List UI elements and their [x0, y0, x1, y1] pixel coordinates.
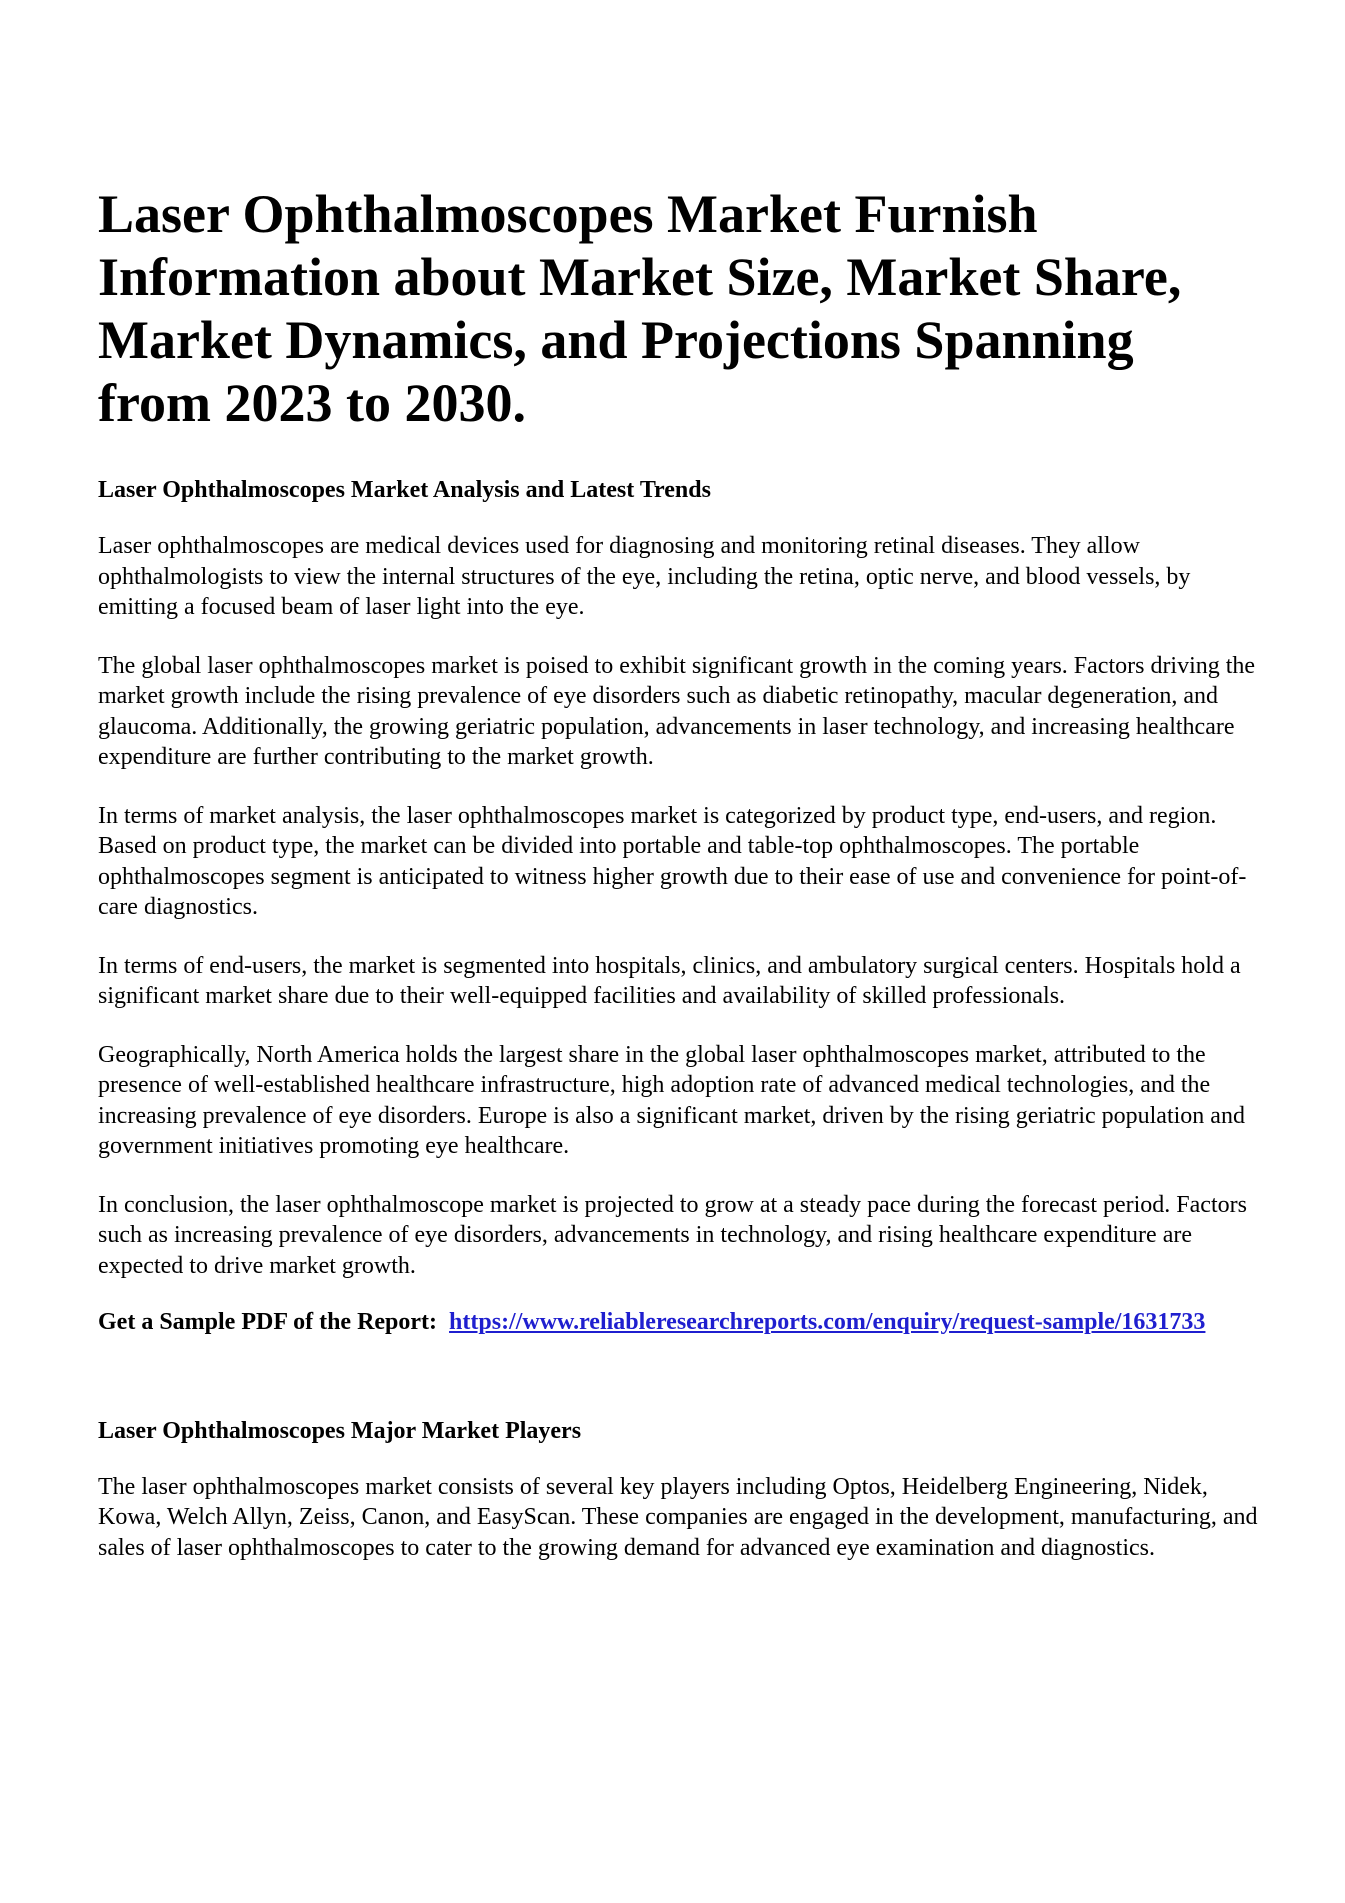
paragraph-definition: Laser ophthalmoscopes are medical devices used for diagnosing and monitoring retinal diseases. They allow ophthalmologists to view the internal structures of the eye, including the retina, optic nerve, and blood vessels, by emitting a focused beam of laser light into the eye. — [98, 533, 1191, 620]
sample-pdf-link[interactable]: https://www.reliableresearchreports.com/enquiry/request-sample/1631733 — [449, 1309, 1206, 1335]
sample-pdf-label: Get a Sample PDF of the Report: — [98, 1309, 438, 1335]
paragraph-geography: Geographically, North America holds the largest share in the global laser ophthalmoscopes market, attributed to the presence of well-established healthcare infrastructure, high adoption rate of advanced medical technologies, and the increasing prevalence of eye disorders. Europe is also a significant market, driven by the rising geriatric population and government initiatives promoting eye healthcare. — [98, 1041, 1245, 1159]
sample-pdf-line — [98, 1307, 1258, 1338]
paragraph-players: The laser ophthalmoscopes market consists of several key players including Optos, Heidelberg Engineering, Nidek, Kowa, Welch Allyn, Zeiss, Canon, and EasyScan. These companies are engaged in the development, manufacturing, and sales of laser ophthalmoscopes to cater to the growing demand for advanced eye examination and diagnostics. — [98, 1473, 1258, 1561]
section-heading-analysis: Laser Ophthalmoscopes Market Analysis and Latest Trends — [98, 477, 711, 503]
paragraph-conclusion: In conclusion, the laser ophthalmoscope market is projected to grow at a steady pace during the forecast period. Factors such as increasing prevalence of eye disorders, advancements in technology, and rising healthcare expenditure are expected to drive market growth. — [98, 1191, 1247, 1279]
section-heading-players: Laser Ophthalmoscopes Major Market Players — [98, 1417, 582, 1444]
document-page — [98, 183, 1258, 1563]
paragraph-end-users: In terms of end-users, the market is segmented into hospitals, clinics, and ambulatory surgical centers. Hospitals hold a significant market share due to their well-equipped facilities and availability of skilled professionals. — [98, 952, 1241, 1009]
paragraph-growth: The global laser ophthalmoscopes market is poised to exhibit significant growth in the coming years. Factors driving the market growth include the rising prevalence of eye disorders such as diabetic retinopathy, macular degeneration, and glaucoma. Additionally, the growing geriatric population, advancements in laser technology, and increasing healthcare expenditure are further contributing to the market growth. — [98, 652, 1256, 770]
paragraph-market-analysis: In terms of market analysis, the laser ophthalmoscopes market is categorized by product type, end-users, and region. Based on product type, the market can be divided into portable and table-top ophthalmoscopes. The portable ophthalmoscopes segment is anticipated to witness higher growth due to their ease of use and convenience for point-of-care diagnostics. — [98, 802, 1247, 920]
document-title: Laser Ophthalmoscopes Market Furnish Information about Market Size, Market Share, Market Dynamics, and Projections Spanning from 2023 to 2030. — [98, 184, 1182, 433]
